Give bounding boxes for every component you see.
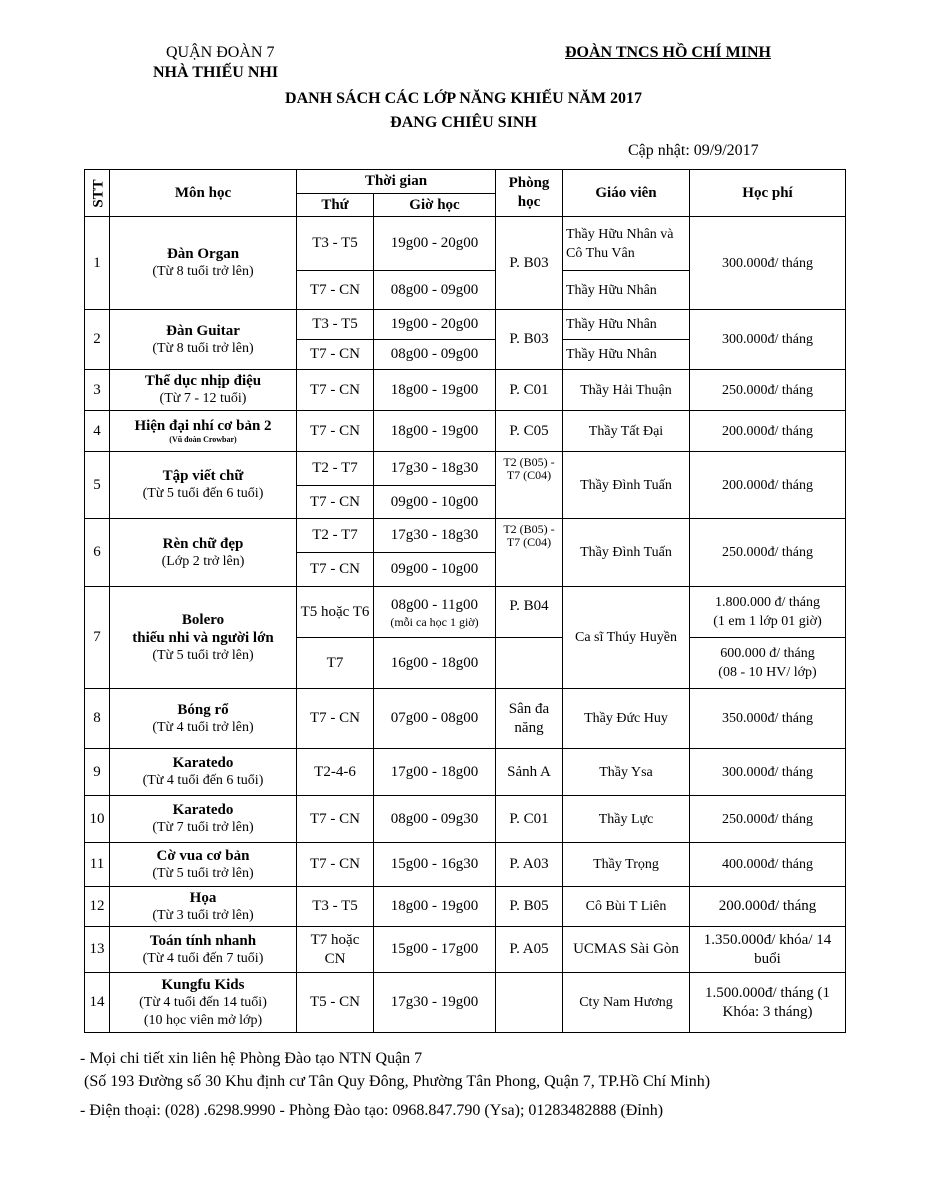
room-cell: P. B03 xyxy=(496,217,563,310)
row-number: 4 xyxy=(85,411,110,452)
row-number: 12 xyxy=(85,887,110,927)
table-row xyxy=(85,411,846,452)
subject-cell: Bóng rổ (Từ 4 tuổi trở lên) xyxy=(110,689,297,749)
fee-cell: 250.000đ/ tháng xyxy=(690,370,846,411)
table-row xyxy=(85,452,846,486)
day-cell: T7 - CN xyxy=(297,340,374,370)
teacher-cell: Thầy Đình Tuấn xyxy=(563,452,690,519)
room-cell: Sảnh A xyxy=(496,749,563,796)
fee-cell: 300.000đ/ tháng xyxy=(690,310,846,370)
subject-cell: Rèn chữ đẹp (Lớp 2 trở lên) xyxy=(110,519,297,587)
org-name: NHÀ THIẾU NHI xyxy=(153,64,279,81)
hour-cell: 18g00 - 19g00 xyxy=(374,411,496,452)
contact-phone: - Điện thoại: (028) .6298.9990 - Phòng Đào tạo: 0968.847.790 (Ysa); 01283482888 (Đỉnh) xyxy=(80,1102,664,1119)
page-subtitle: ĐANG CHIÊU SINH xyxy=(390,114,537,131)
table-row xyxy=(85,973,846,1033)
room-cell-empty xyxy=(496,486,563,519)
updated-date: Cập nhật: 09/9/2017 xyxy=(628,142,759,159)
fee-cell: 200.000đ/ tháng xyxy=(690,452,846,519)
col-fee: Học phí xyxy=(690,170,846,217)
hour-cell: 09g00 - 10g00 xyxy=(374,553,496,587)
subject-cell: Karatedo (Từ 4 tuổi đến 6 tuổi) xyxy=(110,749,297,796)
teacher-cell: Ca sĩ Thúy Huyền xyxy=(563,587,690,689)
row-number: 14 xyxy=(85,973,110,1033)
fee-cell: 400.000đ/ tháng xyxy=(690,843,846,887)
fee-cell: 1.800.000 đ/ tháng (1 em 1 lớp 01 giờ) xyxy=(690,587,846,638)
row-number: 13 xyxy=(85,927,110,973)
col-teacher: Giáo viên xyxy=(563,170,690,217)
subject-cell: Toán tính nhanh (Từ 4 tuổi đến 7 tuổi) xyxy=(110,927,297,973)
day-cell: T5 hoặc T6 xyxy=(297,587,374,638)
contact-address: (Số 193 Đường số 30 Khu định cư Tân Quy Đông, Phường Tân Phong, Quận 7, TP.Hồ Chí Minh) xyxy=(84,1073,711,1090)
room-cell: P. A05 xyxy=(496,927,563,973)
teacher-cell: Thầy Hữu Nhân và Cô Thu Vân xyxy=(563,217,690,271)
table-row xyxy=(85,689,846,749)
row-number: 5 xyxy=(85,452,110,519)
day-cell: T7 - CN xyxy=(297,843,374,887)
hour-cell: 18g00 - 19g00 xyxy=(374,370,496,411)
row-number: 9 xyxy=(85,749,110,796)
room-cell-empty xyxy=(496,553,563,587)
table-row xyxy=(85,796,846,843)
table-row xyxy=(85,370,846,411)
subject-cell: Hiện đại nhí cơ bản 2 (Vũ đoàn Crowbar) xyxy=(110,411,297,452)
hour-cell: 17g30 - 18g30 xyxy=(374,452,496,486)
subject-cell: Thể dục nhịp điệu (Từ 7 - 12 tuổi) xyxy=(110,370,297,411)
fee-cell: 250.000đ/ tháng xyxy=(690,519,846,587)
subject-cell: Đàn Organ (Từ 8 tuổi trở lên) xyxy=(110,217,297,310)
hour-cell: 08g00 - 09g30 xyxy=(374,796,496,843)
table-row xyxy=(85,519,846,553)
day-cell: T7 - CN xyxy=(297,411,374,452)
hour-cell: 19g00 - 20g00 xyxy=(374,310,496,340)
teacher-cell: Thầy Ysa xyxy=(563,749,690,796)
fee-cell: 1.500.000đ/ tháng (1 Khóa: 3 tháng) xyxy=(690,973,846,1033)
teacher-cell: Thầy Đức Huy xyxy=(563,689,690,749)
day-cell: T7 - CN xyxy=(297,271,374,310)
hour-cell: 08g00 - 09g00 xyxy=(374,271,496,310)
teacher-cell: Thầy Hữu Nhân xyxy=(563,310,690,340)
room-cell: T2 (B05) - T7 (C04) xyxy=(496,519,563,553)
row-number: 10 xyxy=(85,796,110,843)
col-hour: Giờ học xyxy=(374,194,496,217)
day-cell: T3 - T5 xyxy=(297,887,374,927)
fee-cell: 300.000đ/ tháng xyxy=(690,749,846,796)
page-title: DANH SÁCH CÁC LỚP NĂNG KHIẾU NĂM 2017 xyxy=(285,90,642,107)
teacher-cell: Thầy Hữu Nhân xyxy=(563,271,690,310)
subject-cell: Bolero thiếu nhi và người lớn (Từ 5 tuổi trở lên) xyxy=(110,587,297,689)
room-cell: P. A03 xyxy=(496,843,563,887)
room-cell: P. C05 xyxy=(496,411,563,452)
teacher-cell: Thầy Đình Tuấn xyxy=(563,519,690,587)
subject-cell: Cờ vua cơ bản (Từ 5 tuổi trở lên) xyxy=(110,843,297,887)
teacher-cell: Thầy Tất Đại xyxy=(563,411,690,452)
table-row xyxy=(85,587,846,638)
subject-cell: Tập viết chữ (Từ 5 tuổi đến 6 tuổi) xyxy=(110,452,297,519)
class-table xyxy=(84,169,846,1033)
hour-cell: 08g00 - 09g00 xyxy=(374,340,496,370)
day-cell: T3 - T5 xyxy=(297,310,374,340)
subject-cell: Họa (Từ 3 tuổi trở lên) xyxy=(110,887,297,927)
room-cell: P. C01 xyxy=(496,796,563,843)
teacher-cell: UCMAS Sài Gòn xyxy=(563,927,690,973)
subject-cell: Kungfu Kids (Từ 4 tuổi đến 14 tuổi) (10 học viên mở lớp) xyxy=(110,973,297,1033)
table-header-row xyxy=(85,170,846,194)
hour-cell: 09g00 - 10g00 xyxy=(374,486,496,519)
hour-cell: 16g00 - 18g00 xyxy=(374,638,496,689)
day-cell: T2-4-6 xyxy=(297,749,374,796)
row-number: 3 xyxy=(85,370,110,411)
hour-cell: 17g30 - 19g00 xyxy=(374,973,496,1033)
fee-cell: 600.000 đ/ tháng (08 - 10 HV/ lớp) xyxy=(690,638,846,689)
day-cell: T7 - CN xyxy=(297,689,374,749)
table-row xyxy=(85,843,846,887)
table-row xyxy=(85,887,846,927)
day-cell: T7 - CN xyxy=(297,486,374,519)
hour-cell: 08g00 - 11g00 (mỗi ca học 1 giờ) xyxy=(374,587,496,638)
row-number: 1 xyxy=(85,217,110,310)
teacher-cell: Thầy Trọng xyxy=(563,843,690,887)
room-cell: T2 (B05) - T7 (C04) xyxy=(496,452,563,486)
row-number: 7 xyxy=(85,587,110,689)
hour-cell: 15g00 - 16g30 xyxy=(374,843,496,887)
room-cell-empty xyxy=(496,638,563,689)
row-number: 8 xyxy=(85,689,110,749)
row-number: 6 xyxy=(85,519,110,587)
room-cell: Sân đa năng xyxy=(496,689,563,749)
fee-cell: 300.000đ/ tháng xyxy=(690,217,846,310)
table-row xyxy=(85,927,846,973)
fee-cell: 250.000đ/ tháng xyxy=(690,796,846,843)
day-cell: T5 - CN xyxy=(297,973,374,1033)
day-cell: T7 - CN xyxy=(297,553,374,587)
day-cell: T2 - T7 xyxy=(297,452,374,486)
table-row xyxy=(85,749,846,796)
hour-cell: 19g00 - 20g00 xyxy=(374,217,496,271)
room-cell: P. C01 xyxy=(496,370,563,411)
hour-cell: 17g00 - 18g00 xyxy=(374,749,496,796)
room-cell xyxy=(496,973,563,1033)
col-stt: STT xyxy=(85,170,110,217)
day-cell: T2 - T7 xyxy=(297,519,374,553)
teacher-cell: Cô Bùi T Liên xyxy=(563,887,690,927)
table-row xyxy=(85,310,846,340)
hour-cell: 18g00 - 19g00 xyxy=(374,887,496,927)
teacher-cell: Thầy Hữu Nhân xyxy=(563,340,690,370)
col-time: Thời gian xyxy=(297,170,496,194)
fee-cell: 200.000đ/ tháng xyxy=(690,411,846,452)
day-cell: T7 - CN xyxy=(297,796,374,843)
subject-cell: Karatedo (Từ 7 tuổi trở lên) xyxy=(110,796,297,843)
col-day: Thứ xyxy=(297,194,374,217)
day-cell: T7 - CN xyxy=(297,370,374,411)
hour-cell: 07g00 - 08g00 xyxy=(374,689,496,749)
table-row xyxy=(85,217,846,271)
room-cell: P. B03 xyxy=(496,310,563,370)
room-cell: P. B05 xyxy=(496,887,563,927)
fee-cell: 350.000đ/ tháng xyxy=(690,689,846,749)
col-room: Phòng học xyxy=(496,170,563,217)
subject-cell: Đàn Guitar (Từ 8 tuổi trở lên) xyxy=(110,310,297,370)
day-cell: T7 hoặc CN xyxy=(297,927,374,973)
room-cell: P. B04 xyxy=(496,587,563,638)
day-cell: T7 xyxy=(297,638,374,689)
district-union-label: QUẬN ĐOÀN 7 xyxy=(166,44,275,61)
col-subject: Môn học xyxy=(110,170,297,217)
row-number: 11 xyxy=(85,843,110,887)
fee-cell: 200.000đ/ tháng xyxy=(690,887,846,927)
hour-cell: 15g00 - 17g00 xyxy=(374,927,496,973)
hour-cell: 17g30 - 18g30 xyxy=(374,519,496,553)
teacher-cell: Cty Nam Hương xyxy=(563,973,690,1033)
union-name: ĐOÀN TNCS HỒ CHÍ MINH xyxy=(565,44,771,61)
teacher-cell: Thầy Lực xyxy=(563,796,690,843)
contact-note: - Mọi chi tiết xin liên hệ Phòng Đào tạo NTN Quận 7 xyxy=(80,1050,423,1067)
day-cell: T3 - T5 xyxy=(297,217,374,271)
fee-cell: 1.350.000đ/ khóa/ 14 buổi xyxy=(690,927,846,973)
teacher-cell: Thầy Hải Thuận xyxy=(563,370,690,411)
row-number: 2 xyxy=(85,310,110,370)
